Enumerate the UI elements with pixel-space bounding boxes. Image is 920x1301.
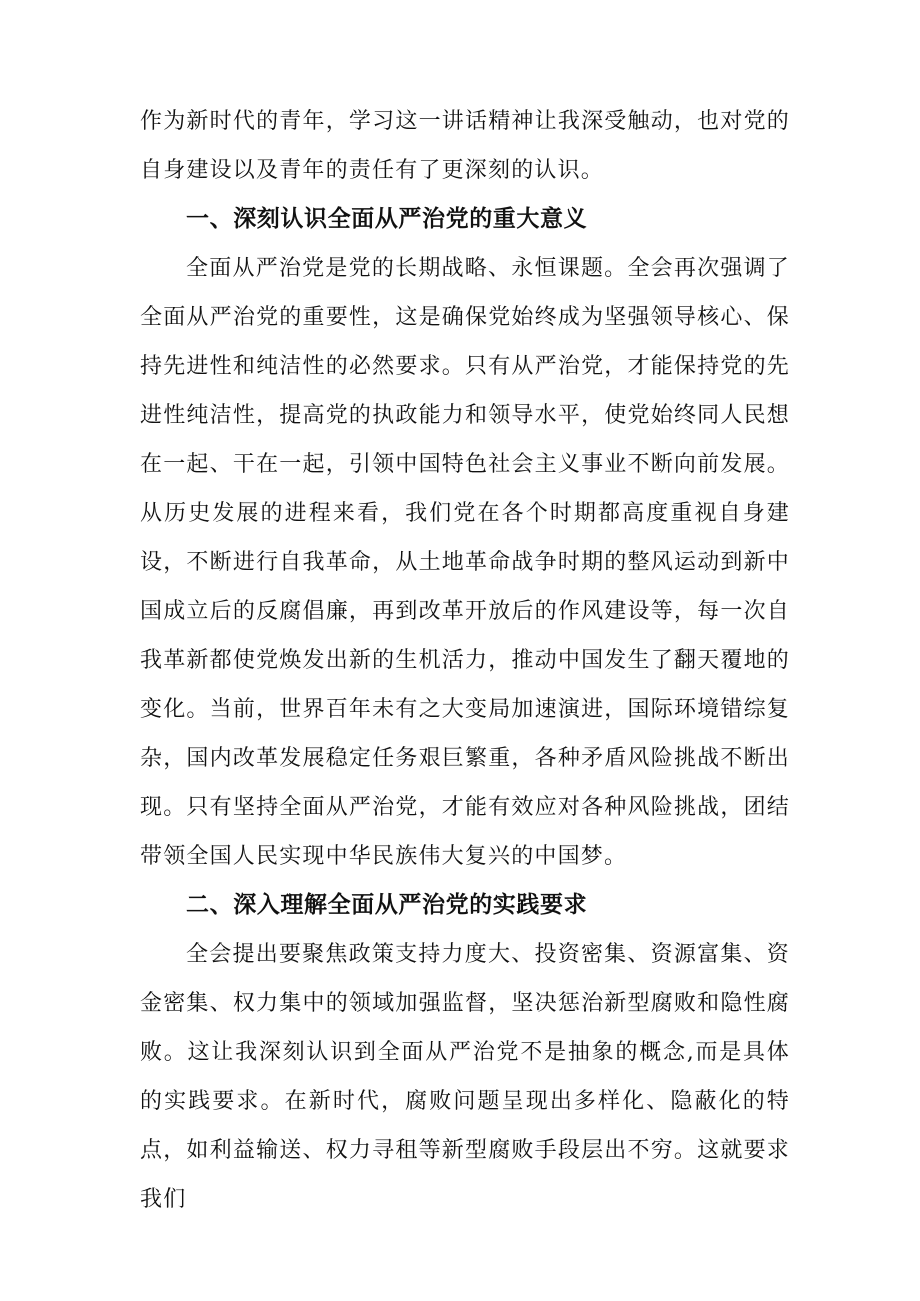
section-heading-1: 一、深刻认识全面从严治党的重大意义	[186, 206, 588, 232]
section-paragraph-2: 全会提出要聚焦政策支持力度大、投资密集、资源富集、资金密集、权力集中的领域加强监督，坚决惩治新型腐败和隐性腐败。这让我深刻认识到全面从严治党不是抽象的概念,而是具体的实践要求。在新时代，腐败问题呈现出多样化、隐蔽化的特点，如利益输送、权力寻租等新型腐败手段层出不穷。这就要求我们	[140, 942, 790, 1212]
section-heading-2: 二、深入理解全面从严治党的实践要求	[186, 892, 588, 918]
section-paragraph-1: 全面从严治党是党的长期战略、永恒课题。全会再次强调了全面从严治党的重要性，这是确保党始终成为坚强领导核心、保持先进性和纯洁性的必然要求。只有从严治党，才能保持党的先进性纯洁性，提高党的执政能力和领导水平，使党始终同人民想在一起、干在一起，引领中国特色社会主义事业不断向前发展。从历史发展的进程来看，我们党在各个时期都高度重视自身建设，不断进行自我革命，从土地革命战争时期的整风运动到新中国成立后的反腐倡廉，再到改革开放后的作风建设等，每一次自我革新都使党焕发出新的生机活力，推动中国发生了翻天覆地的变化。当前，世界百年未有之大变局加速演进，国际环境错综复杂，国内改革发展稳定任务艰巨繁重，各种矛盾风险挑战不断出现。只有坚持全面从严治党，才能有效应对各种风险挑战，团结带领全国人民实现中华民族伟大复兴的中国梦。	[140, 256, 790, 869]
intro-paragraph: 作为新时代的青年，学习这一讲话精神让我深受触动，也对党的自身建设以及青年的责任有了更深刻的认识。	[140, 109, 790, 183]
document-body	[140, 97, 790, 1224]
